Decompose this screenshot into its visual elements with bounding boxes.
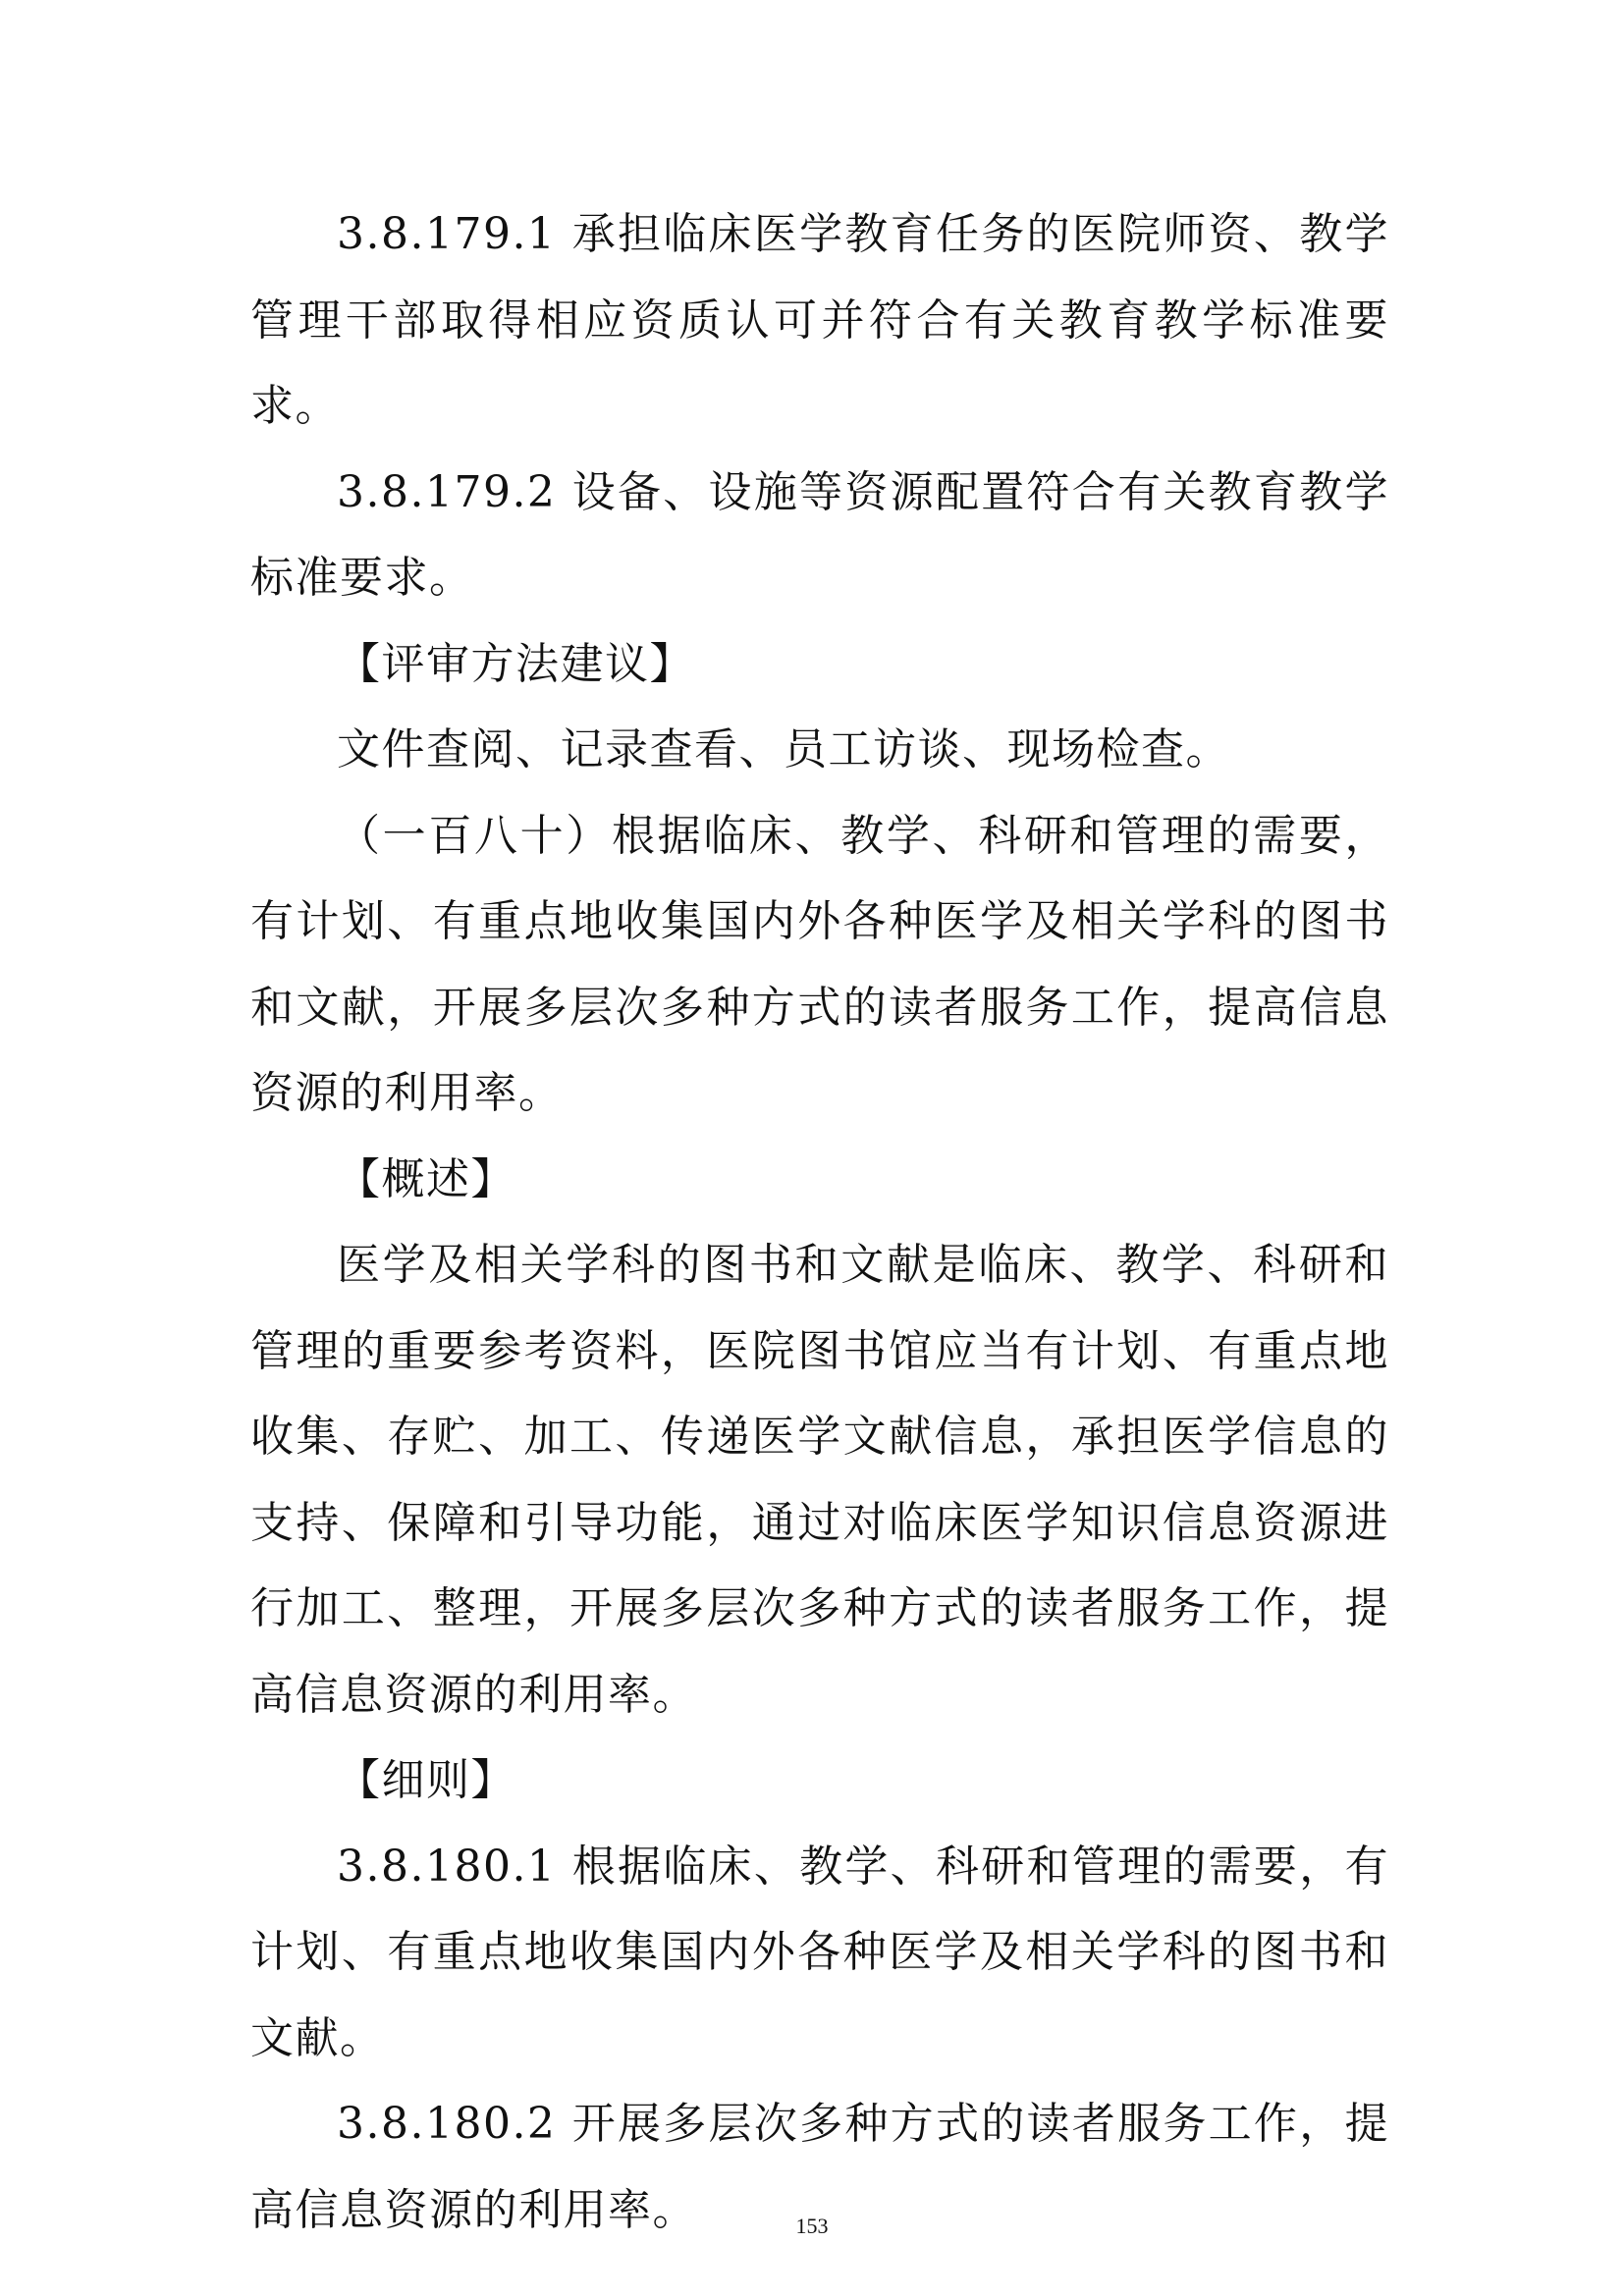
clause-3-8-179-2: 3.8.179.2 设备、设施等资源配置符合有关教育教学标准要求。 [250,466,1389,603]
review-method-text: 文件查阅、记录查看、员工访谈、现场检查。 [337,724,1230,774]
clause-3-8-179-1: 3.8.179.1 承担临床医学教育任务的医院师资、教学管理干部取得相应资质认可并符合有关教育教学标准要求。 [250,209,1389,431]
clause-3-8-180-1: 3.8.180.1 根据临床、教学、科研和管理的需要，有计划、有重点地收集国内外各种医学及相关学科的图书和文献。 [250,1841,1389,2063]
section-heading-overview: 【概述】 [337,1153,515,1204]
clause-3-8-180-2: 3.8.180.2 开展多层次多种方式的读者服务工作，提高信息资源的利用率。 [250,2099,1389,2235]
page-body [250,191,1389,2253]
overview-text: 医学及相关学科的图书和文献是临床、教学、科研和管理的重要参考资料，医院图书馆应当有计划、有重点地收集、存贮、加工、传递医学文献信息，承担医学信息的支持、保障和引导功能，通过对临床医学知识信息资源进行加工、整理，开展多层次多种方式的读者服务工作，提高信息资源的利用率。 [250,1240,1389,1720]
section-heading-rules: 【细则】 [337,1755,515,1805]
article-180: （一百八十）根据临床、教学、科研和管理的需要，有计划、有重点地收集国内外各种医学及相关学科的图书和文献，开展多层次多种方式的读者服务工作，提高信息资源的利用率。 [250,810,1389,1118]
page-number: 153 [795,2214,829,2238]
section-heading-review-method: 【评审方法建议】 [337,638,694,689]
